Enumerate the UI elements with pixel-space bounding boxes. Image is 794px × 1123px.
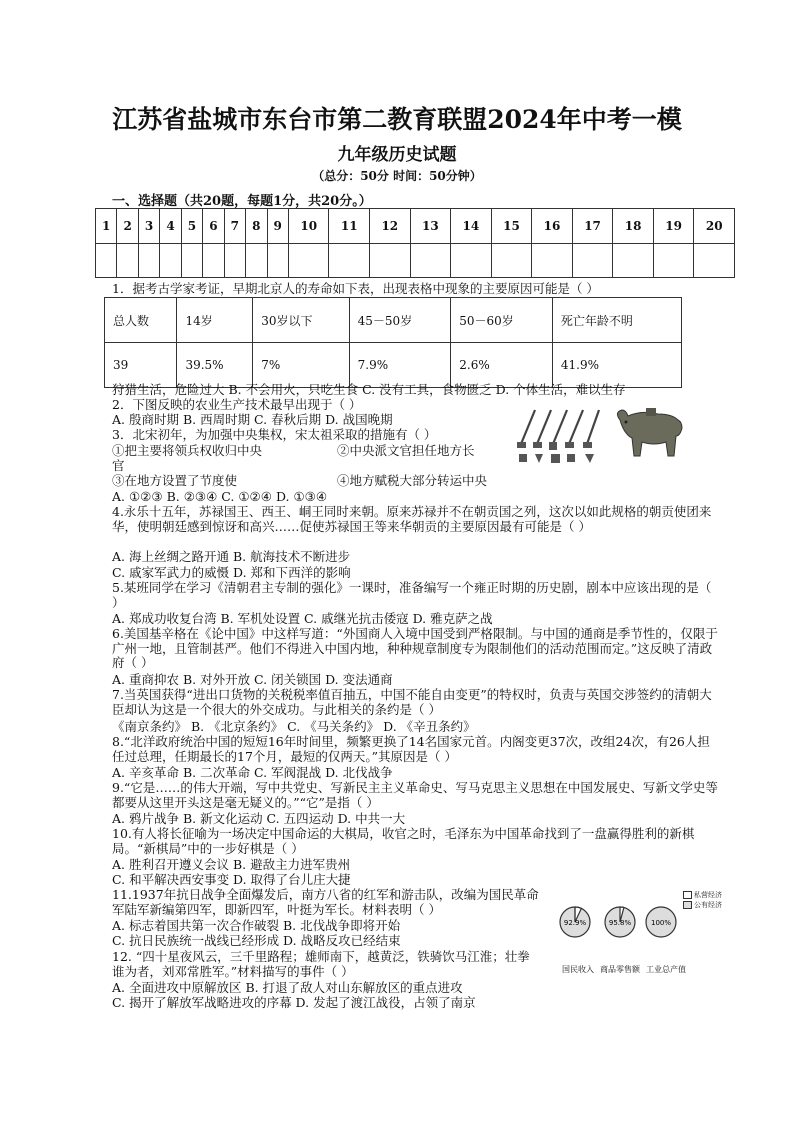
table-cell: 39.5% bbox=[177, 343, 253, 388]
q9-options: A. 鸦片战争 B. 新文化运动 C. 五四运动 D. 中共一大 bbox=[112, 811, 406, 826]
answer-number: 20 bbox=[694, 209, 735, 244]
pie-label: 工业总产值 bbox=[646, 965, 686, 974]
table-cell: 7.9% bbox=[349, 343, 451, 388]
page-title: 江苏省盐城市东台市第二教育联盟2024年中考一模 bbox=[112, 105, 682, 134]
q4-options-2: C. 戚家军武力的威慑 D. 郑和下西洋的影响 bbox=[112, 565, 351, 580]
answer-blank[interactable] bbox=[613, 244, 654, 278]
answer-blank[interactable] bbox=[410, 244, 451, 278]
table-cell: 45－50岁 bbox=[349, 298, 451, 343]
table-cell: 14岁 bbox=[177, 298, 253, 343]
q12-options-2: C. 揭开了解放军战略进攻的序幕 D. 发起了渡江战役，占领了南京 bbox=[112, 995, 476, 1010]
table-cell: 39 bbox=[105, 343, 177, 388]
answer-number: 15 bbox=[491, 209, 532, 244]
answer-number: 17 bbox=[572, 209, 613, 244]
answer-blank[interactable] bbox=[160, 244, 181, 278]
table-cell: 死亡年龄不明 bbox=[552, 298, 681, 343]
answer-blank[interactable] bbox=[96, 244, 117, 278]
q10-options-1: A. 胜利召开遵义会议 B. 避敌主力进军贵州 bbox=[112, 857, 351, 872]
pie-value: 92.9% bbox=[563, 919, 587, 927]
score-line: （总分：50分 时间：50分钟） bbox=[312, 169, 482, 183]
q3-item2: ②中央派文官担任地方长 bbox=[337, 443, 475, 458]
q5-options: A. 郑成功收复台湾 B. 军机处设置 C. 戚继光抗击倭寇 D. 雅克萨之战 bbox=[112, 611, 493, 626]
answer-number: 5 bbox=[181, 209, 202, 244]
q11-options-1: A. 标志着国共第一次合作破裂 B. 北伐战争即将开始 bbox=[112, 918, 401, 933]
q11-stem: 11.1937年抗日战争全面爆发后，南方八省的红军和游击队，改编为国民革命军陆军新编第四军，即新四军，叶挺为军长。材料表明（ ） bbox=[112, 887, 539, 917]
table-cell: 总人数 bbox=[105, 298, 177, 343]
table-cell: 2.6% bbox=[451, 343, 553, 388]
q7-options: 《南京条约》 B. 《北京条约》 C. 《马关条约》 D. 《辛丑条约》 bbox=[112, 719, 476, 734]
answer-number: 2 bbox=[117, 209, 138, 244]
answer-number: 18 bbox=[613, 209, 654, 244]
answer-grid-blanks bbox=[96, 244, 735, 278]
q3-item2-cont: 官 bbox=[112, 458, 125, 473]
q12-options-1: A. 全面进攻中原解放区 B. 打退了敌人对山东解放区的重点进攻 bbox=[112, 980, 463, 995]
q5-stem: 5.某班同学在学习《清朝君主专制的强化》一课时，准备编写一个雍正时期的历史剧，剧本中应该出现的是（ ） bbox=[112, 580, 712, 610]
answer-blank[interactable] bbox=[491, 244, 532, 278]
answer-blank[interactable] bbox=[203, 244, 224, 278]
q10-options-2: C. 和平解决西安事变 D. 取得了台儿庄大捷 bbox=[112, 872, 351, 887]
q11-options-2: C. 抗日民族统一战线已经形成 D. 战略反攻已经结束 bbox=[112, 933, 401, 948]
economy-pie-figure bbox=[558, 884, 748, 976]
answer-blank[interactable] bbox=[181, 244, 202, 278]
answer-number: 13 bbox=[410, 209, 451, 244]
answer-blank[interactable] bbox=[532, 244, 573, 278]
answer-blank[interactable] bbox=[267, 244, 288, 278]
answer-blank[interactable] bbox=[370, 244, 411, 278]
answer-number: 8 bbox=[246, 209, 267, 244]
answer-number: 6 bbox=[203, 209, 224, 244]
q4-options-1: A. 海上丝绸之路开通 B. 航海技术不断进步 bbox=[112, 549, 351, 564]
answer-blank[interactable] bbox=[224, 244, 245, 278]
page-subtitle: 九年级历史试题 bbox=[337, 145, 457, 165]
q3-stem: 3．北宋初年，为加强中央集权，宋太祖采取的措施有（ ） bbox=[112, 427, 437, 442]
answer-number: 3 bbox=[138, 209, 159, 244]
answer-blank[interactable] bbox=[451, 244, 492, 278]
answer-blank[interactable] bbox=[138, 244, 159, 278]
q3-item4: ④地方赋税大部分转运中央 bbox=[337, 473, 488, 488]
pie-legend bbox=[683, 890, 722, 910]
table-cell: 7% bbox=[253, 343, 349, 388]
answer-grid bbox=[95, 208, 735, 278]
answer-blank[interactable] bbox=[694, 244, 735, 278]
table-row bbox=[105, 298, 682, 343]
table-row bbox=[105, 343, 682, 388]
section-heading: 一、选择题（共20题，每题1分，共20分。） bbox=[112, 194, 372, 209]
bronze-ox-image bbox=[612, 404, 686, 462]
legend-private: 私营经济 bbox=[694, 891, 722, 899]
answer-number: 9 bbox=[267, 209, 288, 244]
q4-stem: 4.永乐十五年，苏禄国王、西王、峒王同时来朝。原来苏禄并不在朝贡国之列，这次以如此规格的朝贡使团来华，使明朝廷感到惊讶和高兴……促使苏禄国王等来华朝贡的主要原因最有可能是（ ） bbox=[112, 504, 712, 534]
answer-blank[interactable] bbox=[653, 244, 694, 278]
q3-item1: ①把主要将领兵权收归中央 bbox=[112, 443, 263, 458]
pie-label: 国民收入 bbox=[562, 965, 594, 974]
answer-blank[interactable] bbox=[117, 244, 138, 278]
answer-number: 12 bbox=[370, 209, 411, 244]
answer-number: 19 bbox=[653, 209, 694, 244]
q12-stem: 12. “四十星夜风云，三千里路程；雄师南下，越黄泛，铁骑饮马江淮；壮拳谁为者，刘邓常胜军。”材料描写的事件（ ） bbox=[112, 949, 530, 979]
answer-number: 10 bbox=[288, 209, 329, 244]
answer-grid-numbers bbox=[96, 209, 735, 244]
legend-public: 公有经济 bbox=[694, 901, 722, 909]
q1-stem: 1．据考古学家考证，早期北京人的寿命如下表，出现表格中现象的主要原因可能是（ ） bbox=[112, 281, 599, 296]
answer-number: 14 bbox=[451, 209, 492, 244]
answer-blank[interactable] bbox=[288, 244, 329, 278]
answer-number: 7 bbox=[224, 209, 245, 244]
q7-stem: 7.当英国获得“进出口货物的关税税率值百抽五，中国不能自由变更”的特权时，负责与英国交涉签约的清朝大臣却认为这是一个很大的外交成功。与此相关的条约是（ ） bbox=[112, 687, 712, 717]
pie-label: 商品零售额 bbox=[600, 965, 640, 974]
answer-number: 11 bbox=[329, 209, 370, 244]
table-cell: 41.9% bbox=[552, 343, 681, 388]
table-cell: 50－60岁 bbox=[451, 298, 553, 343]
q6-stem: 6.美国基辛格在《论中国》中这样写道：“外国商人入境中国受到严格限制。与中国的通商是季节性的，仅限于广州一地，且管制甚严。他们不得进入中国内地，种种规章制度专为限制他们的活动范围而定。”这反映了清政府（ ） bbox=[112, 626, 718, 670]
table-cell: 30岁以下 bbox=[253, 298, 349, 343]
answer-blank[interactable] bbox=[329, 244, 370, 278]
lifespan-table bbox=[104, 297, 682, 388]
answer-blank[interactable] bbox=[572, 244, 613, 278]
q1-options: 狩猎生活，危险过大 B. 不会用火，只吃生食 C. 没有工具，食物匮乏 D. 个体生活，难以生存 bbox=[112, 382, 626, 397]
q9-stem: 9.“它是……的伟大开端，写中共党史、写新民主主义革命史、写马克思主义思想在中国发展史、写新文学史等都要从这里开头这是毫无疑义的。”“它”是指（ ） bbox=[112, 780, 718, 810]
answer-number: 4 bbox=[160, 209, 181, 244]
q10-stem: 10.有人将长征喻为一场决定中国命运的大棋局，收官之时，毛泽东为中国革命找到了一盘赢得胜利的新棋局。“新棋局”中的一步好棋是（ ） bbox=[112, 826, 695, 856]
answer-blank[interactable] bbox=[246, 244, 267, 278]
q8-options: A. 辛亥革命 B. 二次革命 C. 军阀混战 D. 北伐战争 bbox=[112, 765, 393, 780]
q8-stem: 8.“北洋政府统治中国的短短16年时间里，频繁更换了14名国家元首。内阁变更37次，改组24次，有26人担任过总理，任期最长的17个月，最短的仅两天。”其原因是（ ） bbox=[112, 734, 710, 764]
q2-stem: 2．下图反映的农业生产技术最早出现于（ ） bbox=[112, 397, 362, 412]
answer-number: 1 bbox=[96, 209, 117, 244]
q3-item3: ③在地方设置了节度使 bbox=[112, 473, 238, 488]
q2-options: A. 殷商时期 B. 西周时期 C. 春秋后期 D. 战国晚期 bbox=[112, 412, 393, 427]
iron-tools-image bbox=[513, 404, 609, 466]
q3-options: A. ①②③ B. ②③④ C. ①②④ D. ①③④ bbox=[112, 489, 328, 504]
q6-options: A. 重商抑农 B. 对外开放 C. 闭关锁国 D. 变法通商 bbox=[112, 672, 393, 687]
answer-number: 16 bbox=[532, 209, 573, 244]
pie-value: 100% bbox=[650, 919, 672, 927]
pie-value: 95.8% bbox=[608, 919, 632, 927]
